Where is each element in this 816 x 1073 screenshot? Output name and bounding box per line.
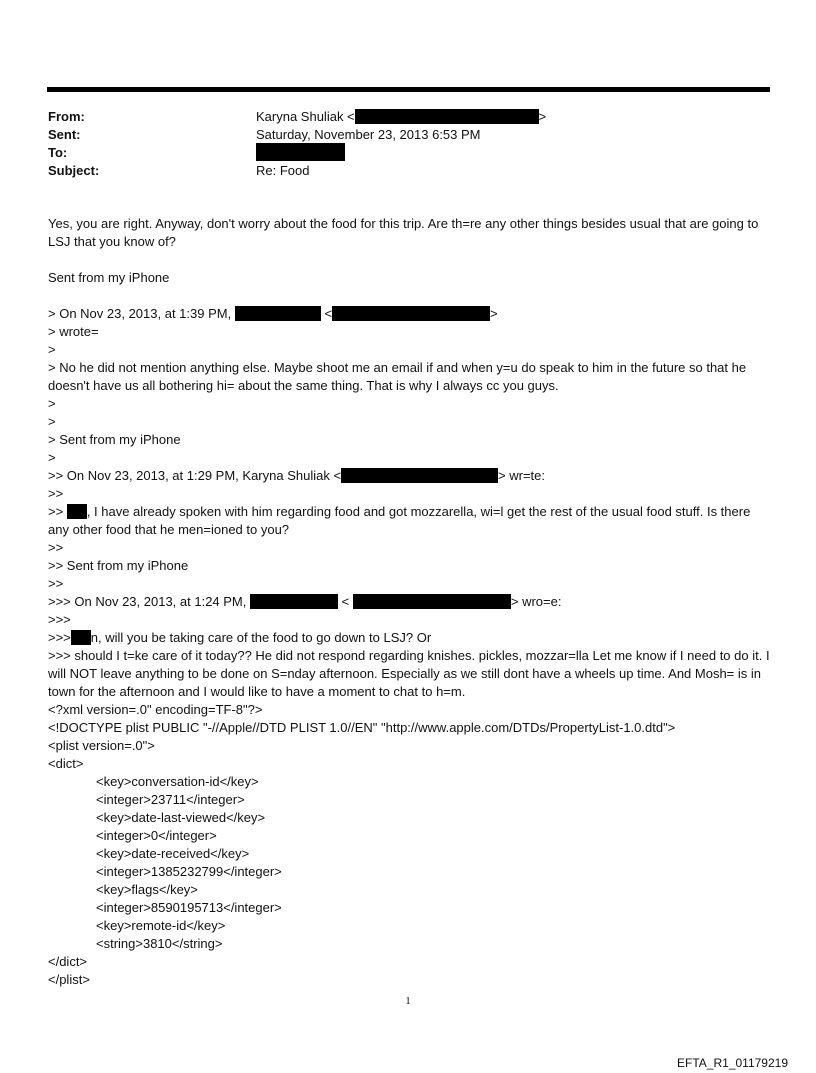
from-name: Karyna Shuliak < <box>256 109 355 124</box>
xml-line: <key>date-received</key> <box>96 846 250 861</box>
quote2-text: , I have already spoken with him regarding food and got mozzarella, wi=l get the rest of the usual food stuff. Is there any other food that he men=ioned to you? <box>48 504 751 537</box>
xml-line: <string>3810</string> <box>96 936 223 951</box>
xml-plist-close: </plist> <box>48 972 90 987</box>
redaction-bar <box>235 306 321 321</box>
quote-marker: > <box>48 450 56 465</box>
xml-doctype: <!DOCTYPE plist PUBLIC "-//Apple//DTD PLIST 1.0//EN" "http://www.apple.com/DTDs/PropertyList-1.0.dtd"> <box>48 720 676 735</box>
quote3-prefix: >>> <box>48 630 71 645</box>
xml-line: <integer>0</integer> <box>96 828 217 843</box>
quote2-date: >> On Nov 23, 2013, at 1:29 PM, Karyna Shuliak < <box>48 468 342 483</box>
quote1-signature: > Sent from my iPhone <box>48 432 181 447</box>
quote-marker: >> <box>48 576 64 591</box>
to-redaction <box>256 143 345 161</box>
xml-dict-close: </dict> <box>48 954 88 969</box>
quote3-date: >>> On Nov 23, 2013, at 1:24 PM, <box>48 594 247 609</box>
from-label: From: <box>48 109 85 124</box>
redaction-bar <box>332 306 490 321</box>
quote-marker: > <box>48 396 56 411</box>
quote2-prefix: >> <box>48 504 64 519</box>
xml-dict-open: <dict> <box>48 756 84 771</box>
redaction-bar <box>341 468 498 483</box>
subject-label: Subject: <box>48 163 100 178</box>
quote2-signature: >> Sent from my iPhone <box>48 558 189 573</box>
signature: Sent from my iPhone <box>48 270 170 285</box>
page-number: 1 <box>405 995 411 1007</box>
xml-line: <integer>23711</integer> <box>96 792 245 807</box>
redaction-bar <box>355 109 539 124</box>
from-close: > <box>538 109 547 124</box>
quote1-date: > On Nov 23, 2013, at 1:39 PM, <box>48 306 232 321</box>
quote1-message: > No he did not mention anything else. Maybe shoot me an email if and when y=u do speak to him in the future so that he doesn't have us all bothering hi= about the same thing. That is why I always cc you guys. <box>48 360 747 393</box>
redaction-bar <box>71 630 91 645</box>
xml-declaration: <?xml version=.0" encoding=TF-8"?> <box>48 702 263 717</box>
quote1-header <box>48 305 773 323</box>
xml-line: <integer>1385232799</integer> <box>96 864 282 879</box>
document-id: EFTA_R1_01179219 <box>677 1056 788 1070</box>
xml-line: <integer>8590195713</integer> <box>96 900 282 915</box>
xml-line: <key>flags</key> <box>96 882 198 897</box>
redaction-bar <box>250 594 338 609</box>
quote2-message <box>48 503 773 539</box>
subject-value: Re: Food <box>256 163 310 178</box>
quote-marker: > <box>48 342 56 357</box>
xml-plist-open: <plist version=.0"> <box>48 738 155 753</box>
from-value <box>256 108 546 126</box>
quote2-header <box>48 467 773 485</box>
redaction-bar <box>67 504 87 519</box>
quote1-wrote: > wrote= <box>48 324 99 339</box>
quote-marker: >>> <box>48 612 71 627</box>
header-rule <box>47 87 770 92</box>
xml-line: <key>conversation-id</key> <box>96 774 259 789</box>
quote1-lt: < <box>324 306 333 321</box>
reply-paragraph: Yes, you are right. Anyway, don't worry about the food for this trip. Are th=re any other things besides usual that are going to LSJ that you know of? <box>48 216 759 249</box>
quote3-message: >>> should I t=ke care of it today?? He did not respond regarding knishes. pickles, mozzar=lla Let me know if I need to do it. I will NOT leave anything to be done on S=nday afternoon. Especially as we still dont have a wheels up time. And Mosh= is in town for the afternoon and I would like to have a moment to chat to h=m. <box>48 648 770 699</box>
to-label: To: <box>48 145 68 160</box>
quote3-wrote: > wro=e: <box>510 594 562 609</box>
xml-line: <key>remote-id</key> <box>96 918 226 933</box>
quote3-text: n, will you be taking care of the food to go down to LSJ? Or <box>90 630 432 645</box>
xml-line: <key>date-last-viewed</key> <box>96 810 266 825</box>
quote3-line1 <box>48 629 773 647</box>
quote3-header <box>48 593 773 611</box>
sent-value: Saturday, November 23, 2013 6:53 PM <box>256 127 481 142</box>
quote1-gt: > <box>490 306 498 321</box>
sent-label: Sent: <box>48 127 81 142</box>
email-body <box>48 215 773 989</box>
quote3-lt: < <box>341 594 350 609</box>
redaction-bar <box>353 594 511 609</box>
quote-marker: >> <box>48 540 64 555</box>
quote2-wrote: > wr=te: <box>498 468 546 483</box>
quote-marker: > <box>48 414 56 429</box>
quote-marker: >> <box>48 486 64 501</box>
